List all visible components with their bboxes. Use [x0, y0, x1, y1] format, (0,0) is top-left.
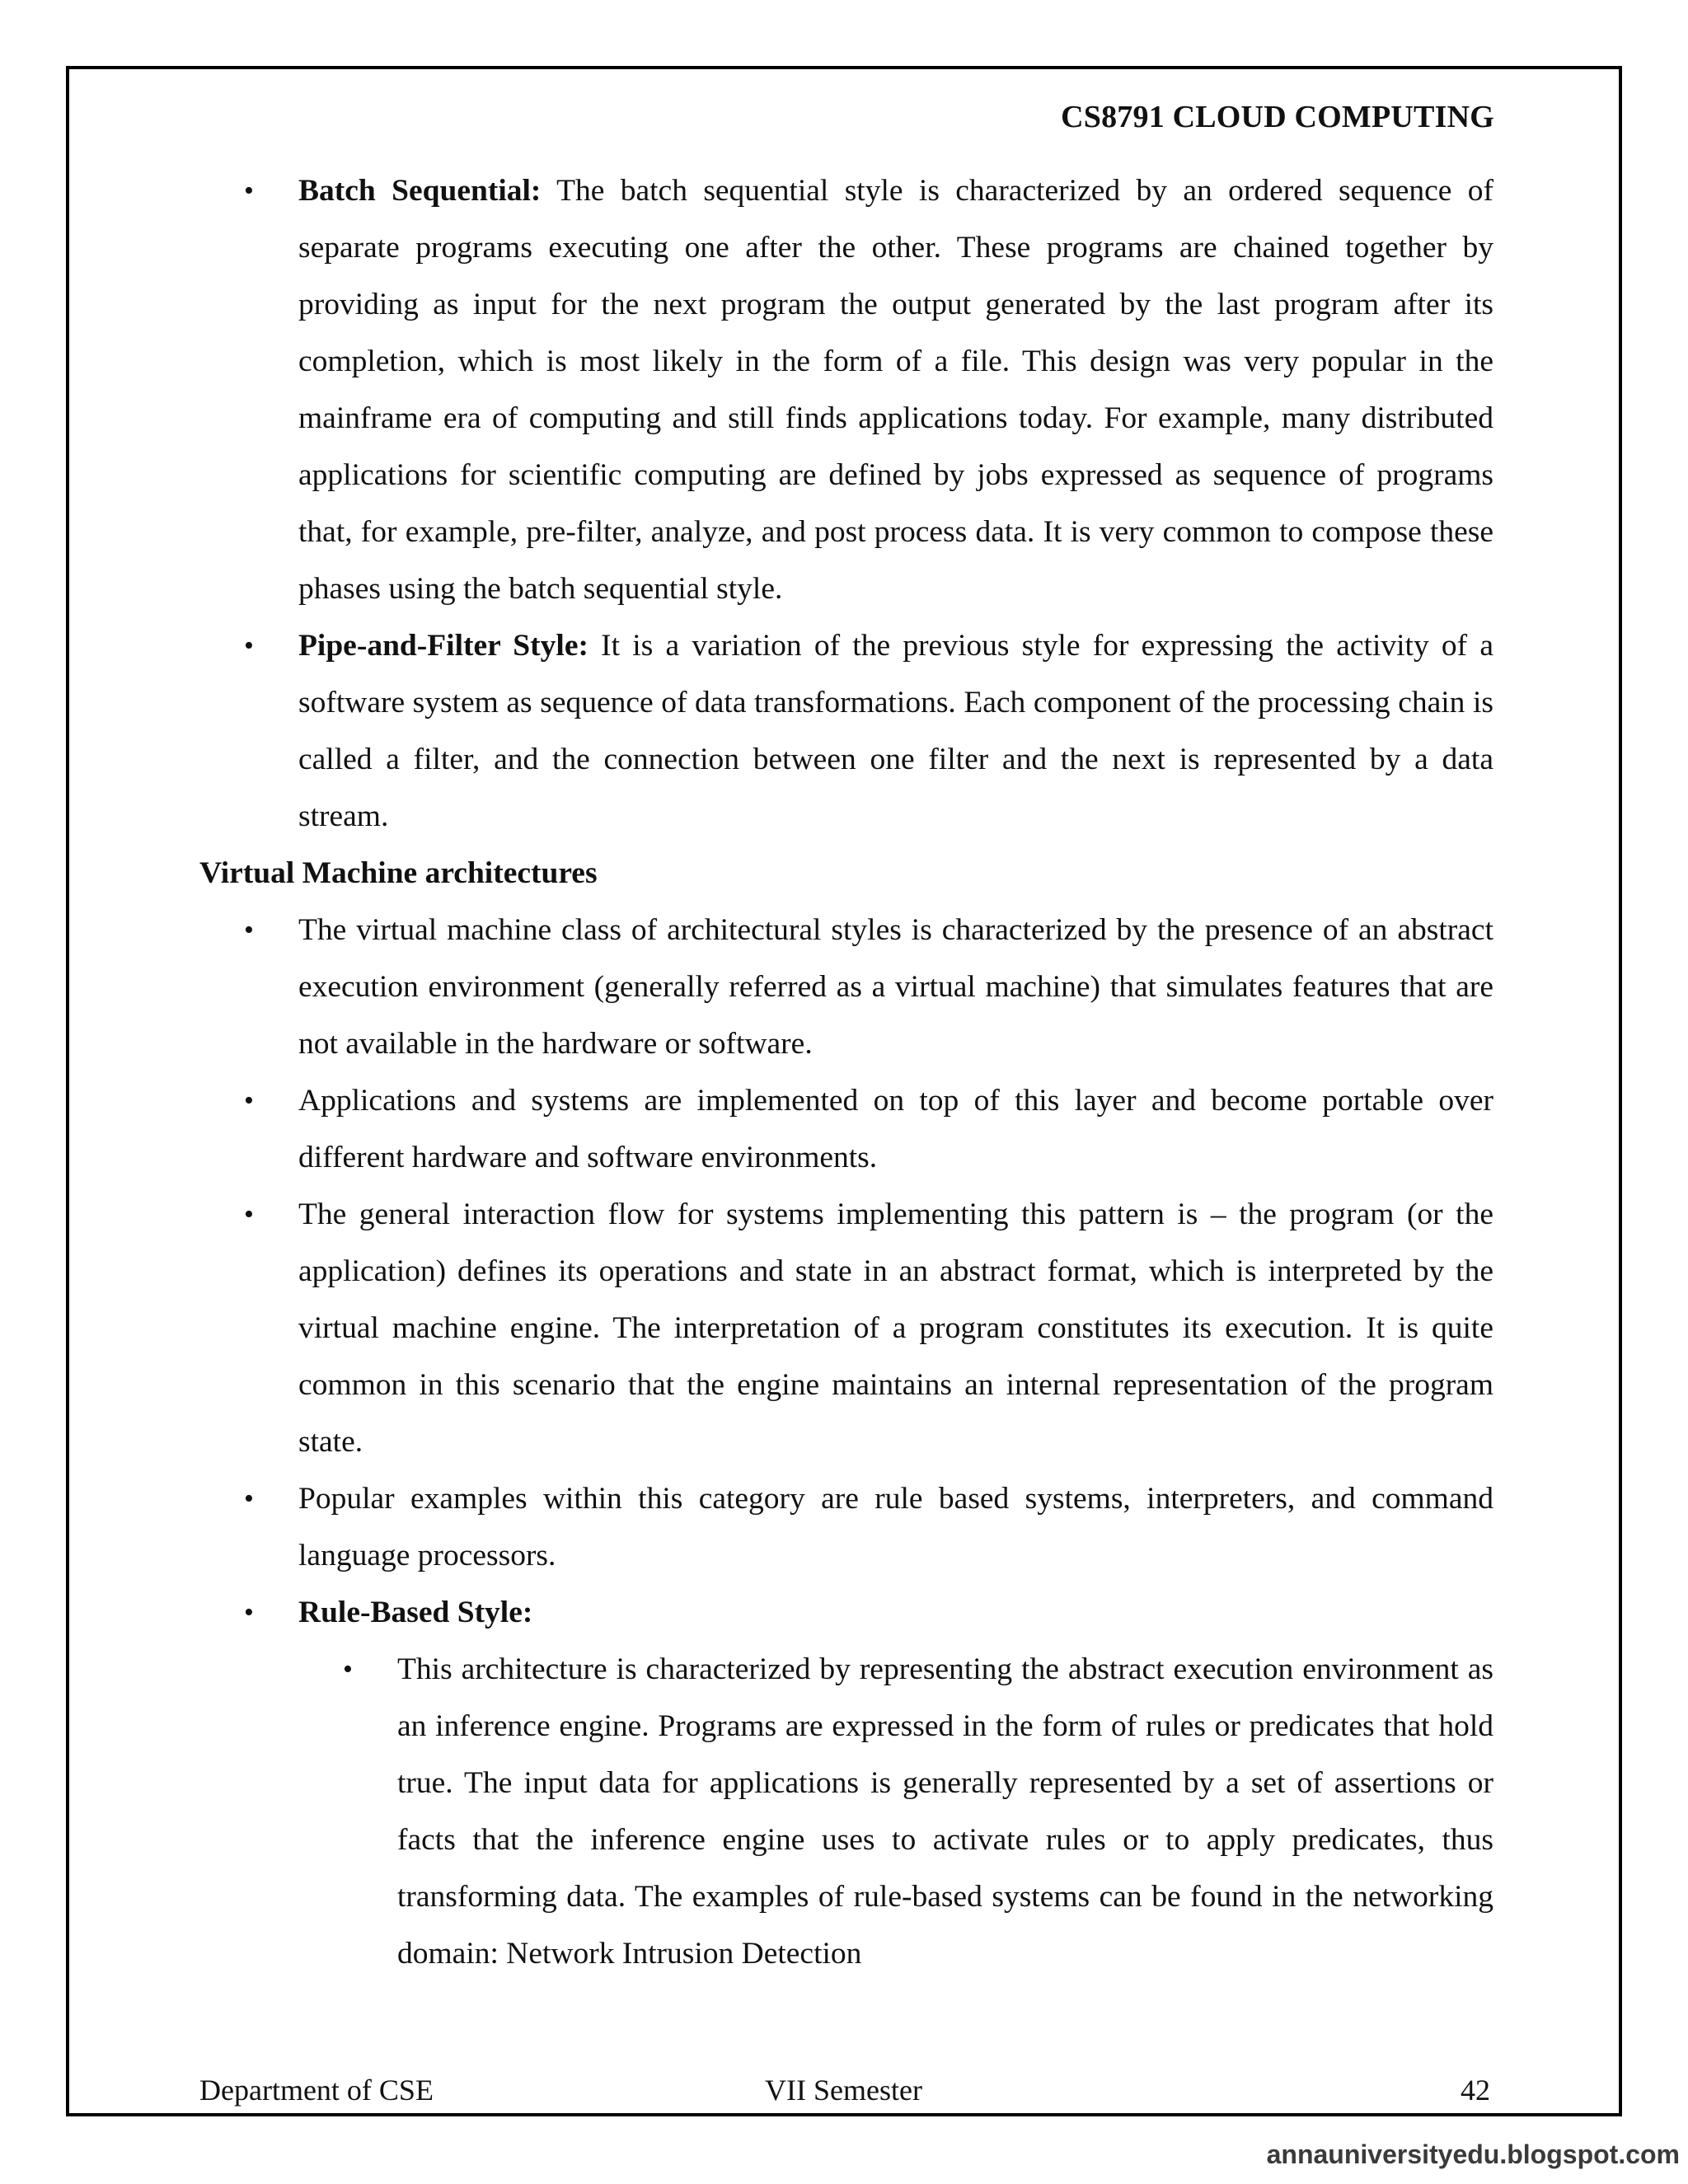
paragraph-text: The virtual machine class of architectural styles is characterized by the presence of an abstract execution environment (generally referred as a virtual machine) that simulates features that are not available in the hardware or software. — [298, 913, 1493, 1061]
paragraph-text: This architecture is characterized by representing the abstract execution environment as an inference engine. Programs are expressed in the form of rules or predicates that hold true. The input data for applications is generally represented by a set of assertions or facts that the inference engine uses to activate rules or to apply predicates, thus transforming data. The examples of rule-based systems can be found in the networking domain: Network Intrusion Detection — [397, 1652, 1493, 1971]
paragraph-text: Popular examples within this category are rule based systems, interpreters, and command language processors. — [298, 1482, 1493, 1572]
list-item — [199, 902, 1493, 1072]
paragraph-text: It is a variation of the previous style for expressing the activity of a software system as sequence of data transformations. Each component of the processing chain is called a filter, and the connection between one filter and the next is represented by a data stream. — [298, 629, 1494, 833]
bullet-icon: • — [244, 1085, 254, 1116]
bullet-icon: • — [244, 1483, 254, 1514]
bullet-icon: • — [244, 176, 254, 206]
bullet-icon: • — [244, 630, 254, 661]
page-header-title: CS8791 CLOUD COMPUTING — [1061, 100, 1494, 134]
list-item-pipe-and-filter — [199, 617, 1493, 845]
sub-list-item — [199, 1641, 1493, 1982]
bullet-icon: • — [244, 915, 254, 945]
section-heading: Virtual Machine architectures — [199, 856, 598, 890]
paragraph-text: The batch sequential style is characterized by an ordered sequence of separate programs executing one after the other. These programs are chained together by providing as input for the next program the output generated by the last program after its completion, which is most likely in the form of a file. This design was very popular in the mainframe era of computing and still finds applications today. For example, many distributed applications for scientific computing are defined by jobs expressed as sequence of programs that, for example, pre-filter, analyze, and post process data. It is very common to compose these phases using the batch sequential style. — [298, 174, 1493, 606]
list-item-rule-based-style — [199, 1584, 1493, 1641]
page-content — [199, 162, 1493, 1982]
footer-semester: VII Semester — [765, 2074, 922, 2107]
list-item — [199, 1470, 1493, 1584]
bullet-icon: • — [244, 1597, 254, 1628]
bullet-icon: • — [343, 1654, 353, 1685]
list-item — [199, 1072, 1493, 1186]
list-item-batch-sequential — [199, 162, 1493, 617]
footer-department: Department of CSE — [199, 2074, 434, 2107]
bullet-icon: • — [244, 1199, 254, 1230]
term-label: Rule-Based Style: — [298, 1596, 533, 1629]
watermark: annauniversityedu.blogspot.com — [1266, 2139, 1680, 2169]
footer-page-number: 42 — [1461, 2074, 1490, 2107]
paragraph-text: Applications and systems are implemented on top of this layer and become portable over different hardware and software environments. — [298, 1084, 1493, 1174]
term-label: Batch Sequential: — [298, 174, 542, 208]
term-label: Pipe-and-Filter Style: — [298, 629, 588, 663]
paragraph-text: The general interaction flow for systems implementing this pattern is – the program (or the application) defines its operations and state in an abstract format, which is interpreted by the virtual machine engine. The interpretation of a program constitutes its execution. It is quite common in this scenario that the engine maintains an internal representation of the program state. — [298, 1197, 1493, 1459]
list-item — [199, 1186, 1493, 1470]
